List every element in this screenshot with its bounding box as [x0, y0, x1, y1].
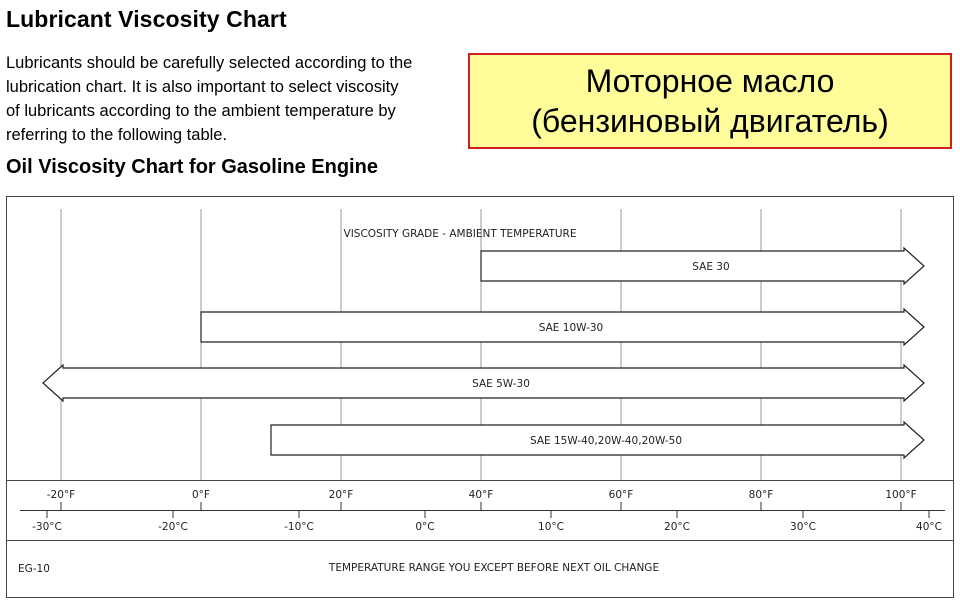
intro-paragraph: Lubricants should be carefully selected according to the lubrication chart. It is also important to select viscosity of lubricants according to the ambient temperature by referring to the following table.	[6, 54, 413, 144]
celsius-tick-label: -20°C	[158, 521, 188, 533]
temperature-axes	[20, 489, 945, 533]
fahrenheit-tick-label: -20°F	[46, 489, 76, 501]
page-title: Lubricant Viscosity Chart	[6, 6, 287, 32]
viscosity-bars	[43, 248, 924, 458]
chart-header: VISCOSITY GRADE - AMBIENT TEMPERATURE	[343, 228, 577, 240]
fahrenheit-tick-label: 0°F	[192, 489, 210, 501]
fahrenheit-tick-label: 60°F	[608, 489, 634, 501]
footer-code: EG-10	[18, 563, 50, 575]
celsius-tick-label: 20°C	[664, 521, 690, 533]
celsius-tick-label: 0°C	[415, 521, 435, 533]
fahrenheit-tick-label: 80°F	[748, 489, 774, 501]
russian-caption-banner: Моторное масло (бензиновый двигатель)	[468, 53, 952, 149]
celsius-tick-label: -10°C	[284, 521, 314, 533]
celsius-tick-label: 30°C	[790, 521, 816, 533]
fahrenheit-tick-label: 100°F	[885, 489, 917, 501]
bar-label-sae-5w-30: SAE 5W-30	[472, 378, 530, 390]
celsius-tick-label: -30°C	[32, 521, 62, 533]
celsius-tick-label: 10°C	[538, 521, 564, 533]
celsius-tick-label: 40°C	[916, 521, 942, 533]
bar-label-sae-10w-30: SAE 10W-30	[538, 322, 604, 334]
fahrenheit-tick-label: 20°F	[328, 489, 354, 501]
chart-subtitle: Oil Viscosity Chart for Gasoline Engine	[6, 156, 378, 178]
bar-label-sae-15w-40-20w-40-20w-50: SAE 15W-40,20W-40,20W-50	[529, 435, 683, 447]
footer-text: TEMPERATURE RANGE YOU EXCEPT BEFORE NEXT OIL CHANGE	[328, 562, 660, 574]
fahrenheit-tick-label: 40°F	[468, 489, 494, 501]
bar-label-sae-30: SAE 30	[692, 261, 730, 273]
